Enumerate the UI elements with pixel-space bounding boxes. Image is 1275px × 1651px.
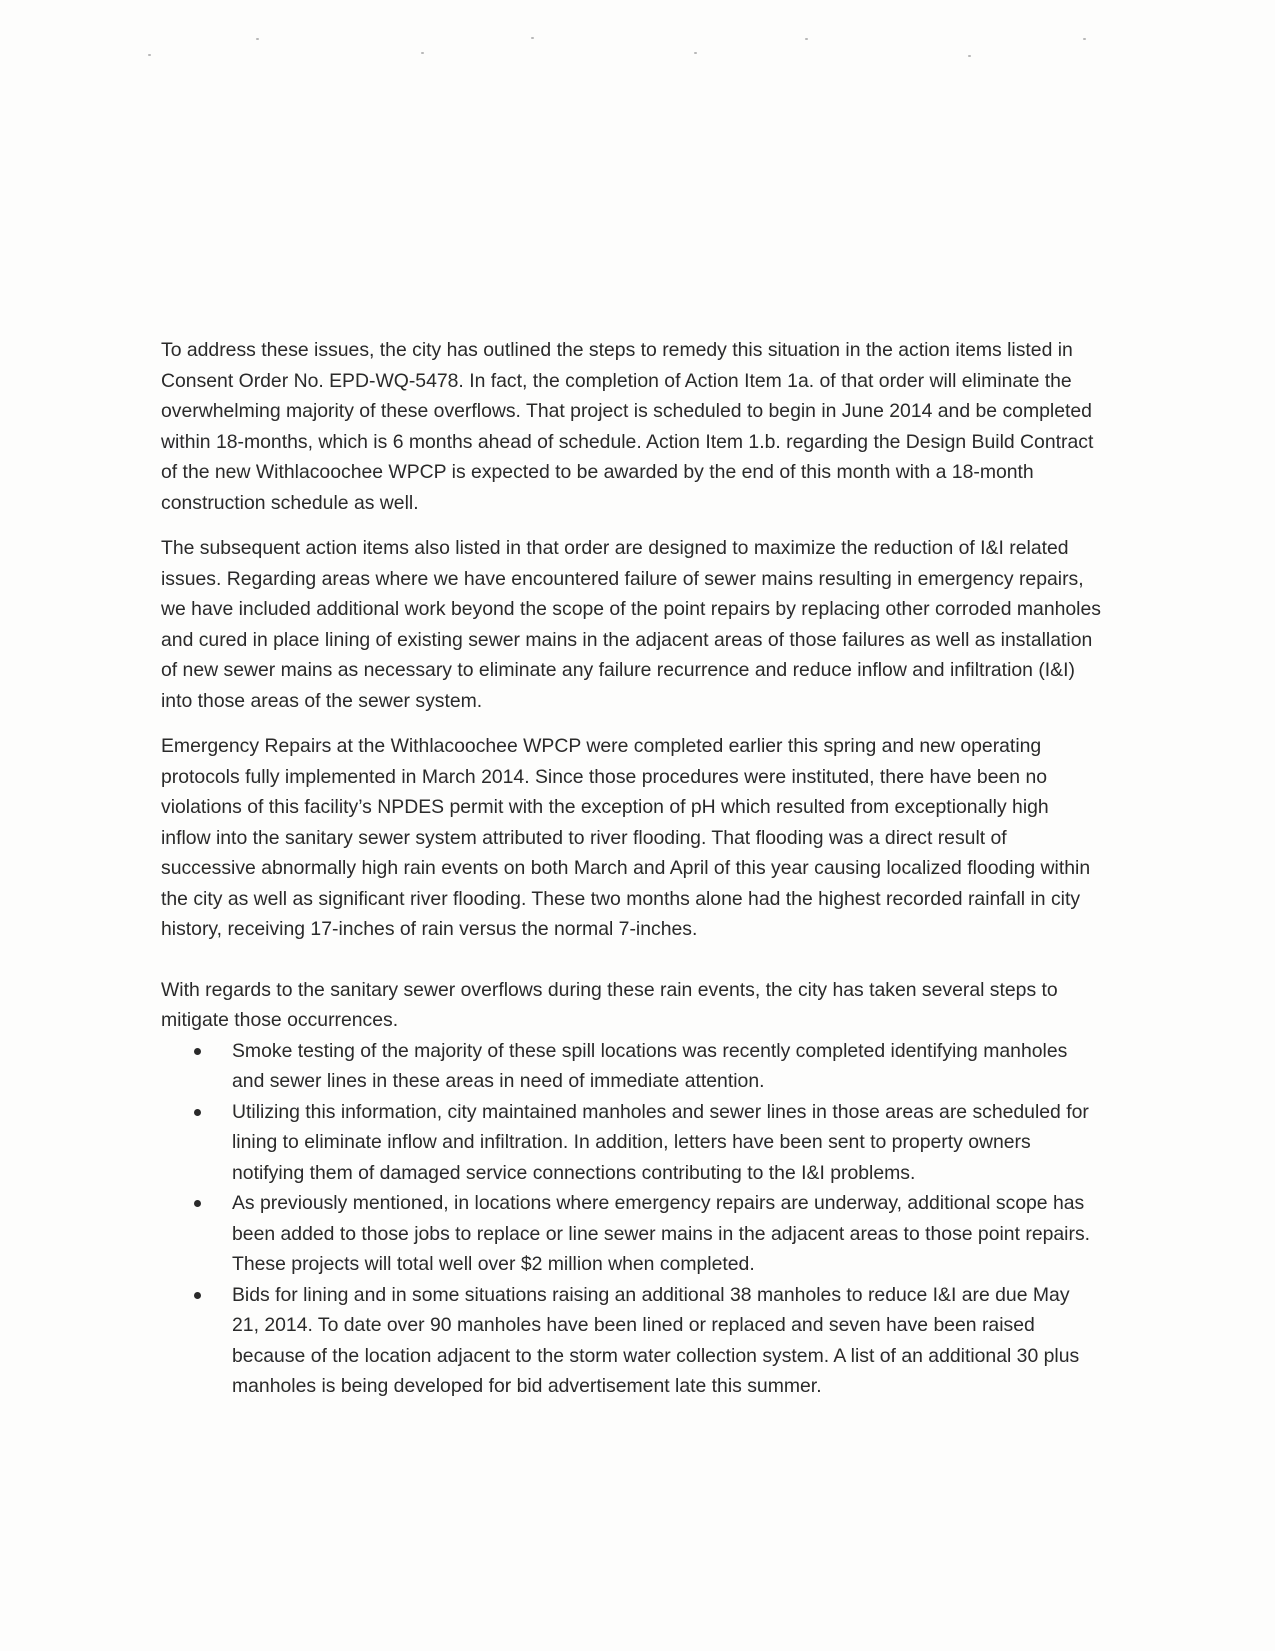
list-item-text: Smoke testing of the majority of these spill locations was recently completed identifying manholes and sewer lines in these areas in need of immediate attention. [232,1039,1068,1092]
scan-speck [421,52,424,54]
list-item-text: Utilizing this information, city maintained manholes and sewer lines in those areas are scheduled for lining to eliminate inflow and infiltration. In addition, letters have been sent to property owners notifying them of damaged service connections contributing to the I&I problems. [232,1100,1089,1184]
bullet-icon [194,1200,201,1207]
mitigation-steps-list [161,1036,1101,1402]
scan-speck [968,55,971,57]
paragraph-spacer [161,945,1101,975]
bullet-icon [194,1109,201,1116]
scan-speck [805,38,808,40]
list-item-text: Bids for lining and in some situations raising an additional 38 manholes to reduce I&I are due May 21, 2014. To date over 90 manholes have been lined or replaced and seven have been raised because of the location adjacent to the storm water collection system. A list of an additional 30 plus manholes is being developed for bid advertisement late this summer. [232,1283,1080,1397]
scan-speck [148,54,151,56]
document-body [161,335,1101,1402]
scan-speck [694,52,697,54]
list-item [161,1188,1101,1280]
scan-speck [1083,38,1086,40]
list-item-text: As previously mentioned, in locations where emergency repairs are underway, additional scope has been added to those jobs to replace or line sewer mains in the adjacent areas to those point repairs. These projects will total well over $2 million when completed. [232,1192,1091,1275]
list-item [161,1036,1101,1097]
paragraph-consent-order: To address these issues, the city has outlined the steps to remedy this situation in the action items listed in Consent Order No. EPD-WQ-5478. In fact, the completion of Action Item 1a. of that order will eliminate the overwhelming majority of these overflows. That project is scheduled to begin in June 2014 and be completed within 18-months, which is 6 months ahead of schedule. Action Item 1.b. regarding the Design Build Contract of the new Withlacoochee WPCP is expected to be awarded by the end of this month with a 18-month construction schedule as well. [161,339,1094,514]
paragraph-overflows-intro: With regards to the sanitary sewer overflows during these rain events, the city has taken several steps to mitigate those occurrences. [161,978,1058,1031]
paragraph-emergency-repairs: Emergency Repairs at the Withlacoochee WPCP were completed earlier this spring and new operating protocols fully implemented in March 2014. Since those procedures were instituted, there have been no violations of this facility’s NPDES permit with the exception of pH which resulted from exceptionally high inflow into the sanitary sewer system attributed to river flooding. That flooding was a direct result of successive abnormally high rain events on both March and April of this year causing localized flooding within the city as well as significant river flooding. These two months alone had the highest recorded rainfall in city history, receiving 17-inches of rain versus the normal 7-inches. [161,735,1091,940]
bullet-icon [194,1048,201,1055]
scan-speck [531,37,534,39]
bullet-icon [194,1292,201,1299]
list-item [161,1097,1101,1189]
scan-speck [256,38,259,40]
list-item [161,1280,1101,1402]
paragraph-action-items: The subsequent action items also listed in that order are designed to maximize the reduction of I&I related issues. Regarding areas where we have encountered failure of sewer mains resulting in emergency repairs, we have included additional work beyond the scope of the point repairs by replacing other corroded manholes and cured in place lining of existing sewer mains in the adjacent areas of those failures as well as installation of new sewer mains as necessary to eliminate any failure recurrence and reduce inflow and infiltration (I&I) into those areas of the sewer system. [161,537,1101,712]
